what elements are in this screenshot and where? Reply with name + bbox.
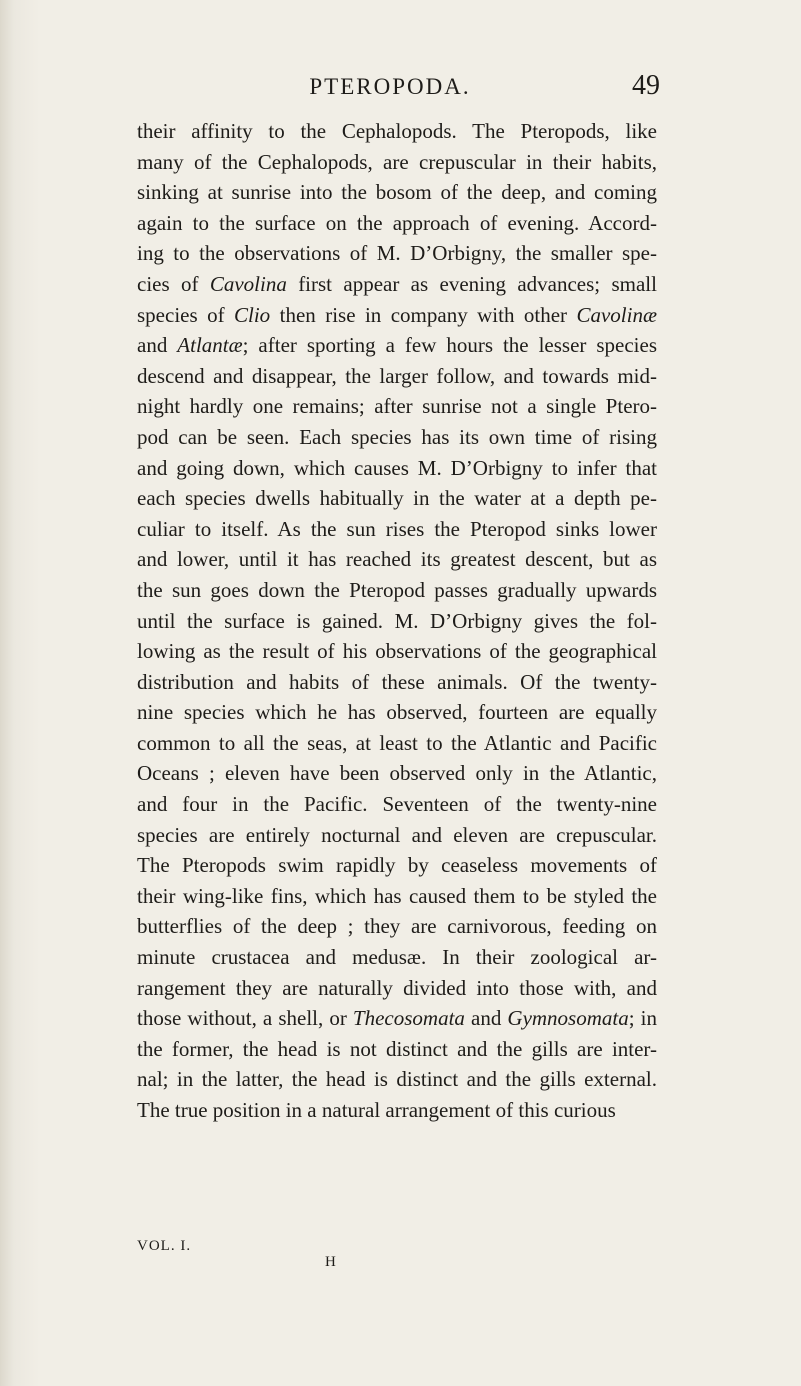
text-line: [137, 208, 657, 239]
text-run: species are entirely nocturnal and eleven are crepuscular.: [137, 822, 657, 847]
text-run: nine species which he has observed, fourteen are equally: [137, 700, 657, 725]
text-line: [137, 636, 657, 667]
text-line: [137, 147, 657, 178]
text-run: the sun goes down the Pteropod passes gradually upwards: [137, 577, 657, 602]
text-line: [137, 575, 657, 606]
text-line: [137, 728, 657, 759]
text-line: [137, 850, 657, 881]
text-run: ; after sporting a few hours the lesser species: [242, 333, 657, 358]
text-line: [137, 238, 657, 269]
text-run: and four in the Pacific. Seventeen of the twenty-nine: [137, 792, 657, 817]
text-run: until the surface is gained. M. D’Orbigny gives the fol-: [137, 608, 657, 633]
text-line: [137, 789, 657, 820]
text-run: their wing-like fins, which has caused them to be styled the: [137, 883, 657, 908]
text-run: and: [464, 1006, 508, 1031]
text-line: [137, 116, 657, 147]
text-run: and going down, which causes M. D’Orbigny to infer that: [137, 455, 657, 480]
text-line: [137, 1095, 657, 1126]
text-line: [137, 697, 657, 728]
italic-term: Cavolinæ: [576, 302, 657, 327]
text-line: [137, 820, 657, 851]
text-run: then rise in company with other: [270, 302, 577, 327]
text-line: [137, 1003, 657, 1034]
text-line: [137, 361, 657, 392]
page-header: [120, 70, 660, 108]
text-line: [137, 177, 657, 208]
running-head: PTEROPODA.: [309, 74, 471, 99]
text-line: [137, 544, 657, 575]
text-run: species of: [137, 302, 234, 327]
text-line: [137, 942, 657, 973]
text-line: [137, 300, 657, 331]
text-run: butterflies of the deep ; they are carnivorous, feeding on: [137, 914, 657, 939]
text-run: many of the Cephalopods, are crepuscular in their habits,: [137, 149, 657, 174]
text-run: and: [137, 333, 178, 358]
text-line: [137, 1034, 657, 1065]
page-number: 49: [632, 70, 660, 101]
text-run: ; in: [628, 1006, 657, 1031]
italic-term: Cavolina: [209, 271, 287, 296]
text-line: [137, 911, 657, 942]
text-line: [137, 1064, 657, 1095]
text-run: first appear as evening advances; small: [286, 271, 657, 296]
text-run: common to all the seas, at least to the Atlantic and Pacific: [137, 730, 657, 755]
text-line: [137, 483, 657, 514]
text-run: night hardly one remains; after sunrise not a single Ptero-: [137, 394, 657, 419]
text-run: pod can be seen. Each species has its own time of rising: [137, 424, 657, 449]
italic-term: Clio: [234, 302, 271, 327]
text-run: those without, a shell, or: [137, 1006, 353, 1031]
text-run: and lower, until it has reached its greatest descent, but as: [137, 547, 657, 572]
text-run: their affinity to the Cephalopods. The Pteropods, like: [137, 119, 657, 143]
text-run: cies of: [137, 271, 210, 296]
text-run: each species dwells habitually in the water at a depth pe-: [137, 486, 657, 511]
text-run: The true position in a natural arrangement of this curious: [137, 1098, 616, 1122]
text-run: rangement they are naturally divided into those with, and: [137, 975, 657, 1000]
text-run: sinking at sunrise into the bosom of the deep, and coming: [137, 180, 657, 205]
italic-term: Gymnosomata: [507, 1006, 629, 1031]
page-footer: [137, 1238, 657, 1274]
text-run: nal; in the latter, the head is distinct and the gills external.: [137, 1067, 657, 1092]
text-run: The Pteropods swim rapidly by ceaseless movements of: [137, 853, 657, 878]
text-line: [137, 973, 657, 1004]
italic-term: Atlantæ: [177, 333, 243, 358]
text-line: [137, 422, 657, 453]
text-run: again to the surface on the approach of evening. Accord-: [137, 210, 657, 235]
text-line: [137, 881, 657, 912]
text-run: Oceans ; eleven have been observed only in the Atlantic,: [137, 761, 657, 786]
text-line: [137, 391, 657, 422]
text-run: culiar to itself. As the sun rises the Pteropod sinks lower: [137, 516, 657, 541]
text-line: [137, 330, 657, 361]
volume-label: VOL. I.: [137, 1238, 192, 1254]
italic-term: Thecosomata: [352, 1006, 465, 1031]
text-line: [137, 453, 657, 484]
text-line: [137, 758, 657, 789]
text-line: [137, 667, 657, 698]
text-run: lowing as the result of his observations of the geographical: [137, 639, 657, 664]
text-line: [137, 514, 657, 545]
body-text: [137, 116, 657, 1126]
text-line: [137, 269, 657, 300]
text-line: [137, 606, 657, 637]
signature-mark: H: [325, 1254, 336, 1270]
text-run: descend and disappear, the larger follow, and towards mid-: [137, 363, 657, 388]
text-run: distribution and habits of these animals. Of the twenty-: [137, 669, 657, 694]
text-run: minute crustacea and medusæ. In their zoological ar-: [137, 945, 657, 970]
text-run: ing to the observations of M. D’Orbigny, the smaller spe-: [137, 241, 657, 266]
text-run: the former, the head is not distinct and the gills are inter-: [137, 1036, 657, 1061]
